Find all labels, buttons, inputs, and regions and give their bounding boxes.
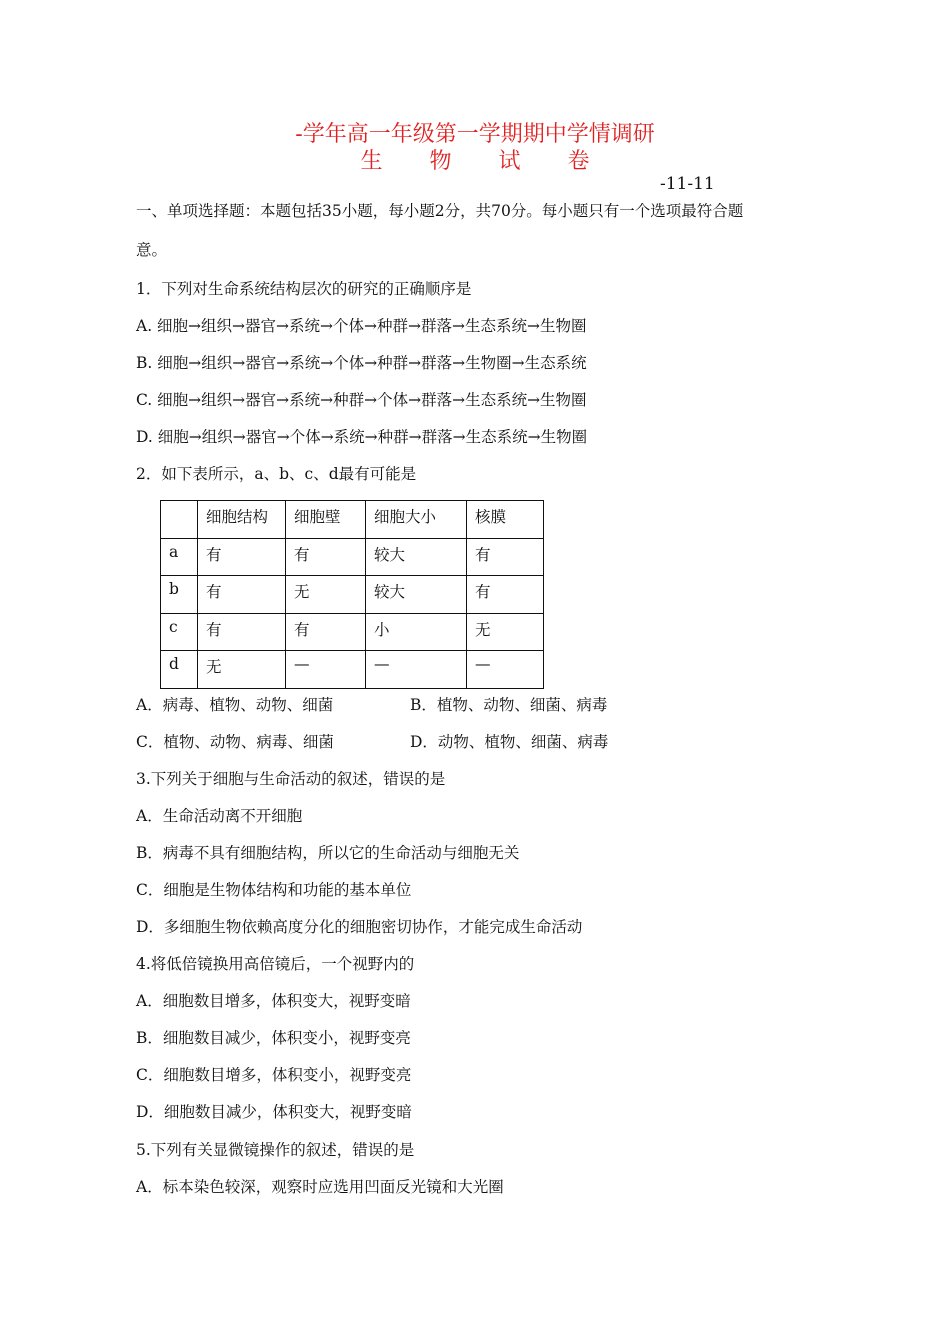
- table-cell: 有: [198, 613, 286, 651]
- exam-title: -学年高一年级第一学期期中学情调研: [295, 122, 655, 147]
- table-row: [161, 613, 544, 651]
- table-row: [161, 651, 544, 689]
- q2-option-c: C．植物、动物、病毒、细菌: [136, 733, 334, 751]
- q3-option-d: D．多细胞生物依赖高度分化的细胞密切协作，才能完成生命活动: [136, 918, 583, 936]
- q4-option-d: D．细胞数目减少，体积变大，视野变暗: [136, 1103, 412, 1121]
- table-cell: 无: [198, 651, 286, 689]
- q1-option-c: C. 细胞→组织→器官→系统→种群→个体→群落→生态系统→生物圈: [136, 391, 587, 409]
- table-cell: —: [467, 651, 544, 689]
- q2-option-b: B．植物、动物、细菌、病毒: [410, 696, 608, 714]
- table-cell: 有: [286, 538, 366, 576]
- table-header-cell: 细胞壁: [286, 501, 366, 539]
- q3-option-b: B．病毒不具有细胞结构，所以它的生命活动与细胞无关: [136, 844, 520, 862]
- section-instructions-line1: 一、单项选择题：本题包括35小题，每小题2分，共70分。每小题只有一个选项最符合题: [136, 202, 744, 220]
- q1-option-a: A. 细胞→组织→器官→系统→个体→种群→群落→生态系统→生物圈: [136, 317, 587, 335]
- table-cell: 有: [198, 576, 286, 614]
- q3-option-a: A．生命活动离不开细胞: [136, 807, 303, 825]
- table-cell: 小: [366, 613, 467, 651]
- q1-option-d: D. 细胞→组织→器官→个体→系统→种群→群落→生态系统→生物圈: [136, 428, 588, 446]
- table-cell: 无: [467, 613, 544, 651]
- table-cell: 较大: [366, 538, 467, 576]
- q5-stem: 5.下列有关显微镜操作的叙述，错误的是: [136, 1141, 415, 1159]
- q2-stem: 2．如下表所示，a、b、c、d最有可能是: [136, 465, 417, 483]
- table-cell: b: [161, 576, 198, 614]
- q5-option-a: A．标本染色较深，观察时应选用凹面反光镜和大光圈: [136, 1178, 504, 1196]
- table-row: [161, 576, 544, 614]
- table-header-cell: 核膜: [467, 501, 544, 539]
- table-header-cell: 细胞结构: [198, 501, 286, 539]
- table-cell: 有: [286, 613, 366, 651]
- table-header-row: [161, 501, 544, 539]
- q2-option-d: D．动物、植物、细菌、病毒: [410, 733, 609, 751]
- q4-stem: 4.将低倍镜换用高倍镜后，一个视野内的: [136, 955, 415, 973]
- q4-option-c: C．细胞数目增多，体积变小，视野变亮: [136, 1066, 412, 1084]
- table-cell: d: [161, 651, 198, 689]
- q4-option-b: B．细胞数目减少，体积变小，视野变亮: [136, 1029, 411, 1047]
- table-cell: 较大: [366, 576, 467, 614]
- table-cell: —: [286, 651, 366, 689]
- table-cell: 有: [198, 538, 286, 576]
- q2-table: [160, 500, 544, 689]
- q2-option-a: A．病毒、植物、动物、细菌: [136, 696, 334, 714]
- table-cell: 有: [467, 538, 544, 576]
- q1-stem: 1．下列对生命系统结构层次的研究的正确顺序是: [136, 280, 472, 298]
- table-cell: a: [161, 538, 198, 576]
- table-cell: c: [161, 613, 198, 651]
- table-cell: 有: [467, 576, 544, 614]
- table-cell: 无: [286, 576, 366, 614]
- exam-date: -11-11: [660, 174, 715, 194]
- table-header-cell: 细胞大小: [366, 501, 467, 539]
- section-instructions-line2: 意。: [136, 241, 168, 259]
- table-cell: —: [366, 651, 467, 689]
- q3-option-c: C．细胞是生物体结构和功能的基本单位: [136, 881, 412, 899]
- q4-option-a: A．细胞数目增多，体积变大，视野变暗: [136, 992, 411, 1010]
- table-row: [161, 538, 544, 576]
- exam-subtitle: 生 物 试 卷: [360, 149, 610, 174]
- q3-stem: 3.下列关于细胞与生命活动的叙述，错误的是: [136, 770, 446, 788]
- q1-option-b: B. 细胞→组织→器官→系统→个体→种群→群落→生物圈→生态系统: [136, 354, 587, 372]
- table-header-cell: [161, 501, 198, 539]
